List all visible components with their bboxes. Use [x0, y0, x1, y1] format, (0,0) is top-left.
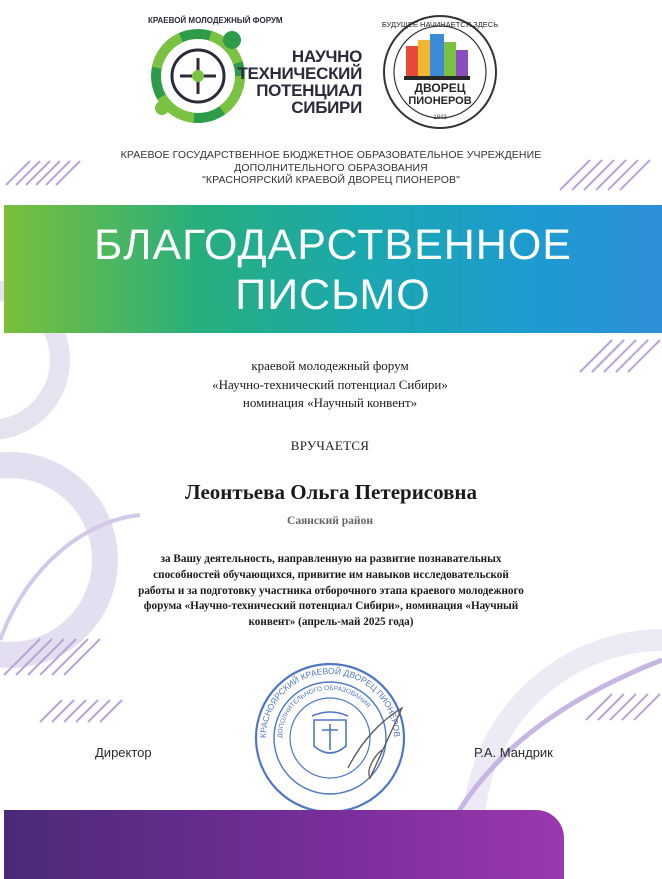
coat-of-arms-icon [312, 712, 348, 753]
forum-logo-line: ПОТЕНЦИАЛ [256, 81, 362, 100]
recipient-name: Леонтьева Ольга Петерисовна [184, 480, 478, 504]
forum-logo-arc-text: КРАЕВОЙ МОЛОДЕЖНЫЙ ФОРУМ [148, 16, 283, 25]
stamp-inner-text: ДОПОЛНИТЕЛЬНОГО ОБРАЗОВАНИЯ [276, 684, 372, 739]
palace-logo-name [390, 82, 490, 108]
reason-line: способностей обучающихся, привитие им навыков исследовательской [153, 568, 509, 581]
event-line: номинация «Научный конвент» [242, 395, 418, 410]
reason-line: форума «Научно-технический потенциал Сибири», номинация «Научный [143, 600, 519, 613]
organization-header [60, 149, 602, 187]
hatching-right-bottom [586, 694, 660, 720]
official-stamp [252, 660, 408, 816]
document-title-line1: БЛАГОДАРСТВЕННОЕ [94, 221, 572, 269]
palace-name-line1: ДВОРЕЦ [414, 81, 466, 95]
reason-line: работы и за подготовку участника отборочного этапа краевого молодежного [138, 584, 524, 597]
event-description [140, 357, 520, 413]
organization-line: КРАЕВОЕ ГОСУДАРСТВЕННОЕ БЮДЖЕТНОЕ ОБРАЗОВАТЕЛЬНОЕ УЧРЕЖДЕНИЕ [120, 149, 542, 161]
hatching-left-bottom [40, 700, 122, 722]
recipient-region: Саянский район [287, 515, 373, 527]
reason-line: за Вашу деятельность, направленную на развитие познавательных [160, 553, 502, 565]
event-line: «Научно-технический потенциал Сибири» [212, 376, 448, 392]
forum-logo-title [222, 48, 362, 116]
organization-line: ДОПОЛНИТЕЛЬНОГО ОБРАЗОВАНИЯ [234, 161, 428, 174]
awarded-label: ВРУЧАЕТСЯ [290, 438, 370, 453]
palace-name-line2: ПИОНЕРОВ [408, 95, 472, 107]
signatory-position: Директор [95, 745, 152, 760]
building-icon [404, 34, 470, 80]
document-title-line2: ПИСЬМО [235, 271, 431, 319]
hatching-right-mid [580, 340, 660, 372]
forum-logo-line: ТЕХНИЧЕСКИЙ [237, 64, 362, 83]
forum-logo-line: СИБИРИ [291, 98, 362, 117]
palace-logo-year: 1943 [433, 115, 447, 121]
event-line: краевой молодежный форум [251, 358, 409, 373]
palace-logo-arc-text: БУДУЩЕЕ НАЧИНАЕТСЯ ЗДЕСЬ [381, 20, 499, 29]
bottom-decor-bar [4, 810, 564, 879]
award-reason [118, 552, 544, 631]
stamp-outer-text: КРАСНОЯРСКИЙ КРАЕВОЙ ДВОРЕЦ ПИОНЕРОВ [257, 665, 403, 739]
signatory-name: Р.А. Мандрик [474, 745, 553, 760]
document-title [4, 220, 662, 320]
organization-line: "КРАСНОЯРСКИЙ КРАЕВОЙ ДВОРЕЦ ПИОНЕРОВ" [202, 174, 460, 186]
reason-line: конвент» (апрель-май 2025 года) [248, 616, 414, 629]
forum-logo-line: НАУЧНО [291, 47, 362, 66]
